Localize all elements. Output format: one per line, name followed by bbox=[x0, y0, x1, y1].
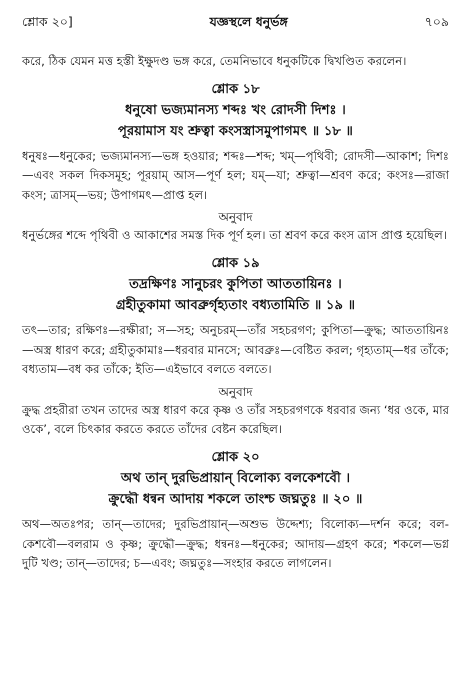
verse-18-line-1: ধনুষো ভজ্যমানস্য শব্দঃ খং রোদসী দিশঃ । bbox=[125, 102, 346, 118]
header-verse-ref: শ্লোক ২০] bbox=[22, 14, 73, 29]
verse-18-translation-label: অনুবাদ bbox=[218, 210, 253, 225]
header-chapter-title: যজ্ঞস্থলে ধনুর্ভঙ্গ bbox=[209, 14, 288, 29]
verse-20-line-1: অথ তান্ দুরভিপ্রায়ান্ বিলোক্য বলকেশবৌ । bbox=[120, 470, 351, 486]
verse-19-line-2: গ্রহীতুকামা আবব্রুর্গৃহ্যতাং বধ্যতামিতি ॥ ১৯ ॥ bbox=[115, 297, 356, 313]
page-header bbox=[22, 14, 449, 36]
verse-19-title: শ্লোক ১৯ bbox=[211, 255, 260, 271]
verse-20-title: শ্লোক ২০ bbox=[211, 449, 260, 465]
verse-20-line-2: ক্রুদ্ধৌ ধন্বন আদায় শকলে তাংশ্চ জঘ্নতুঃ ॥ ২০ ॥ bbox=[108, 491, 363, 507]
header-page-number: ৭০৯ bbox=[424, 14, 449, 29]
verse-20-word-meaning: অথ—অতঃপর; তান্—তাদের; দুরভিপ্রায়ান্—অশুভ উদ্দেশ্য; বিলোক্য—দর্শন করে; বল-কেশবৌ—বলরাম ও কৃষ্ণ; ক্রুদ্ধৌ—ক্রুদ্ধ; ধন্বনঃ—ধনুকের; আদায়—গ্রহণ করে; শকলে—ভগ্ন দুটি খণ্ড; তান্—তাদের; চ—এবং; জঘ্নতুঃ—সংহার করতে লাগলেন। bbox=[22, 516, 449, 571]
verse-19-line-1: তদ্রক্ষিণঃ সানুচরং কুপিতা আততায়িনঃ । bbox=[129, 276, 342, 292]
verse-18-word-meaning: ধনুষঃ—ধনুকের; ভজ্যমানস্য—ভঙ্গ হওয়ার; শব্দঃ—শব্দ; খম্—পৃথিবী; রোদসী—আকাশ; দিশঃ—এবং সকল দিকসমূহ; পূরয়াম্ আস—পূর্ণ হল; যম্—যা; শ্রুত্বা—শ্রবণ করে; কংসঃ—রাজা কংস; ত্রাসম্—ভয়; উপাগমৎ—প্রাপ্ত হল। bbox=[22, 148, 449, 202]
verse-18-title: শ্লোক ১৮ bbox=[211, 81, 260, 97]
verse-18-line-2: পূরয়ামাস যং শ্রুত্বা কংসস্ত্রাসমুপাগমৎ ॥ ১৮ ॥ bbox=[118, 123, 353, 139]
verse-19-translation: ক্রুদ্ধ প্রহরীরা তখন তাদের অস্ত্র ধারণ করে কৃষ্ণ ও তাঁর সহচরগণকে ধরবার জন্য ‘ধর ওকে, মার ওকে’, বলে চিৎকার করতে করতে তাঁদের বেষ্টন করেছিল। bbox=[22, 402, 449, 437]
verse-19-translation-label: অনুবাদ bbox=[218, 384, 253, 399]
verse-18-translation: ধনুর্ভঙ্গের শব্দে পৃথিবী ও আকাশের সমস্ত দিক পূর্ণ হল। তা শ্রবণ করে কংস ত্রাস প্রাপ্ত হয়েছিল। bbox=[22, 228, 447, 243]
verse-19-word-meaning: তৎ—তার; রক্ষিণঃ—রক্ষীরা; স—সহ; অনুচরম্—তাঁর সহচরগণ; কুপিতা—ক্রুদ্ধ; আততায়িনঃ—অস্ত্র ধারণ করে; গ্রহীতুকামাঃ—ধরবার মানসে; আবব্রুঃ—বেষ্টিত করল; গৃহ্যতাম্—ধর তাঁকে; বধ্যতাম—বধ কর তাঁকে; ইতি—এইভাবে বলতে বলতে। bbox=[22, 322, 449, 377]
intro-paragraph: করে, ঠিক যেমন মত্ত হস্তী ইক্ষুদণ্ড ভঙ্গ করে, তেমনিভাবে ধনুকটিকে দ্বিখণ্ডিত করলেন। bbox=[22, 54, 407, 68]
